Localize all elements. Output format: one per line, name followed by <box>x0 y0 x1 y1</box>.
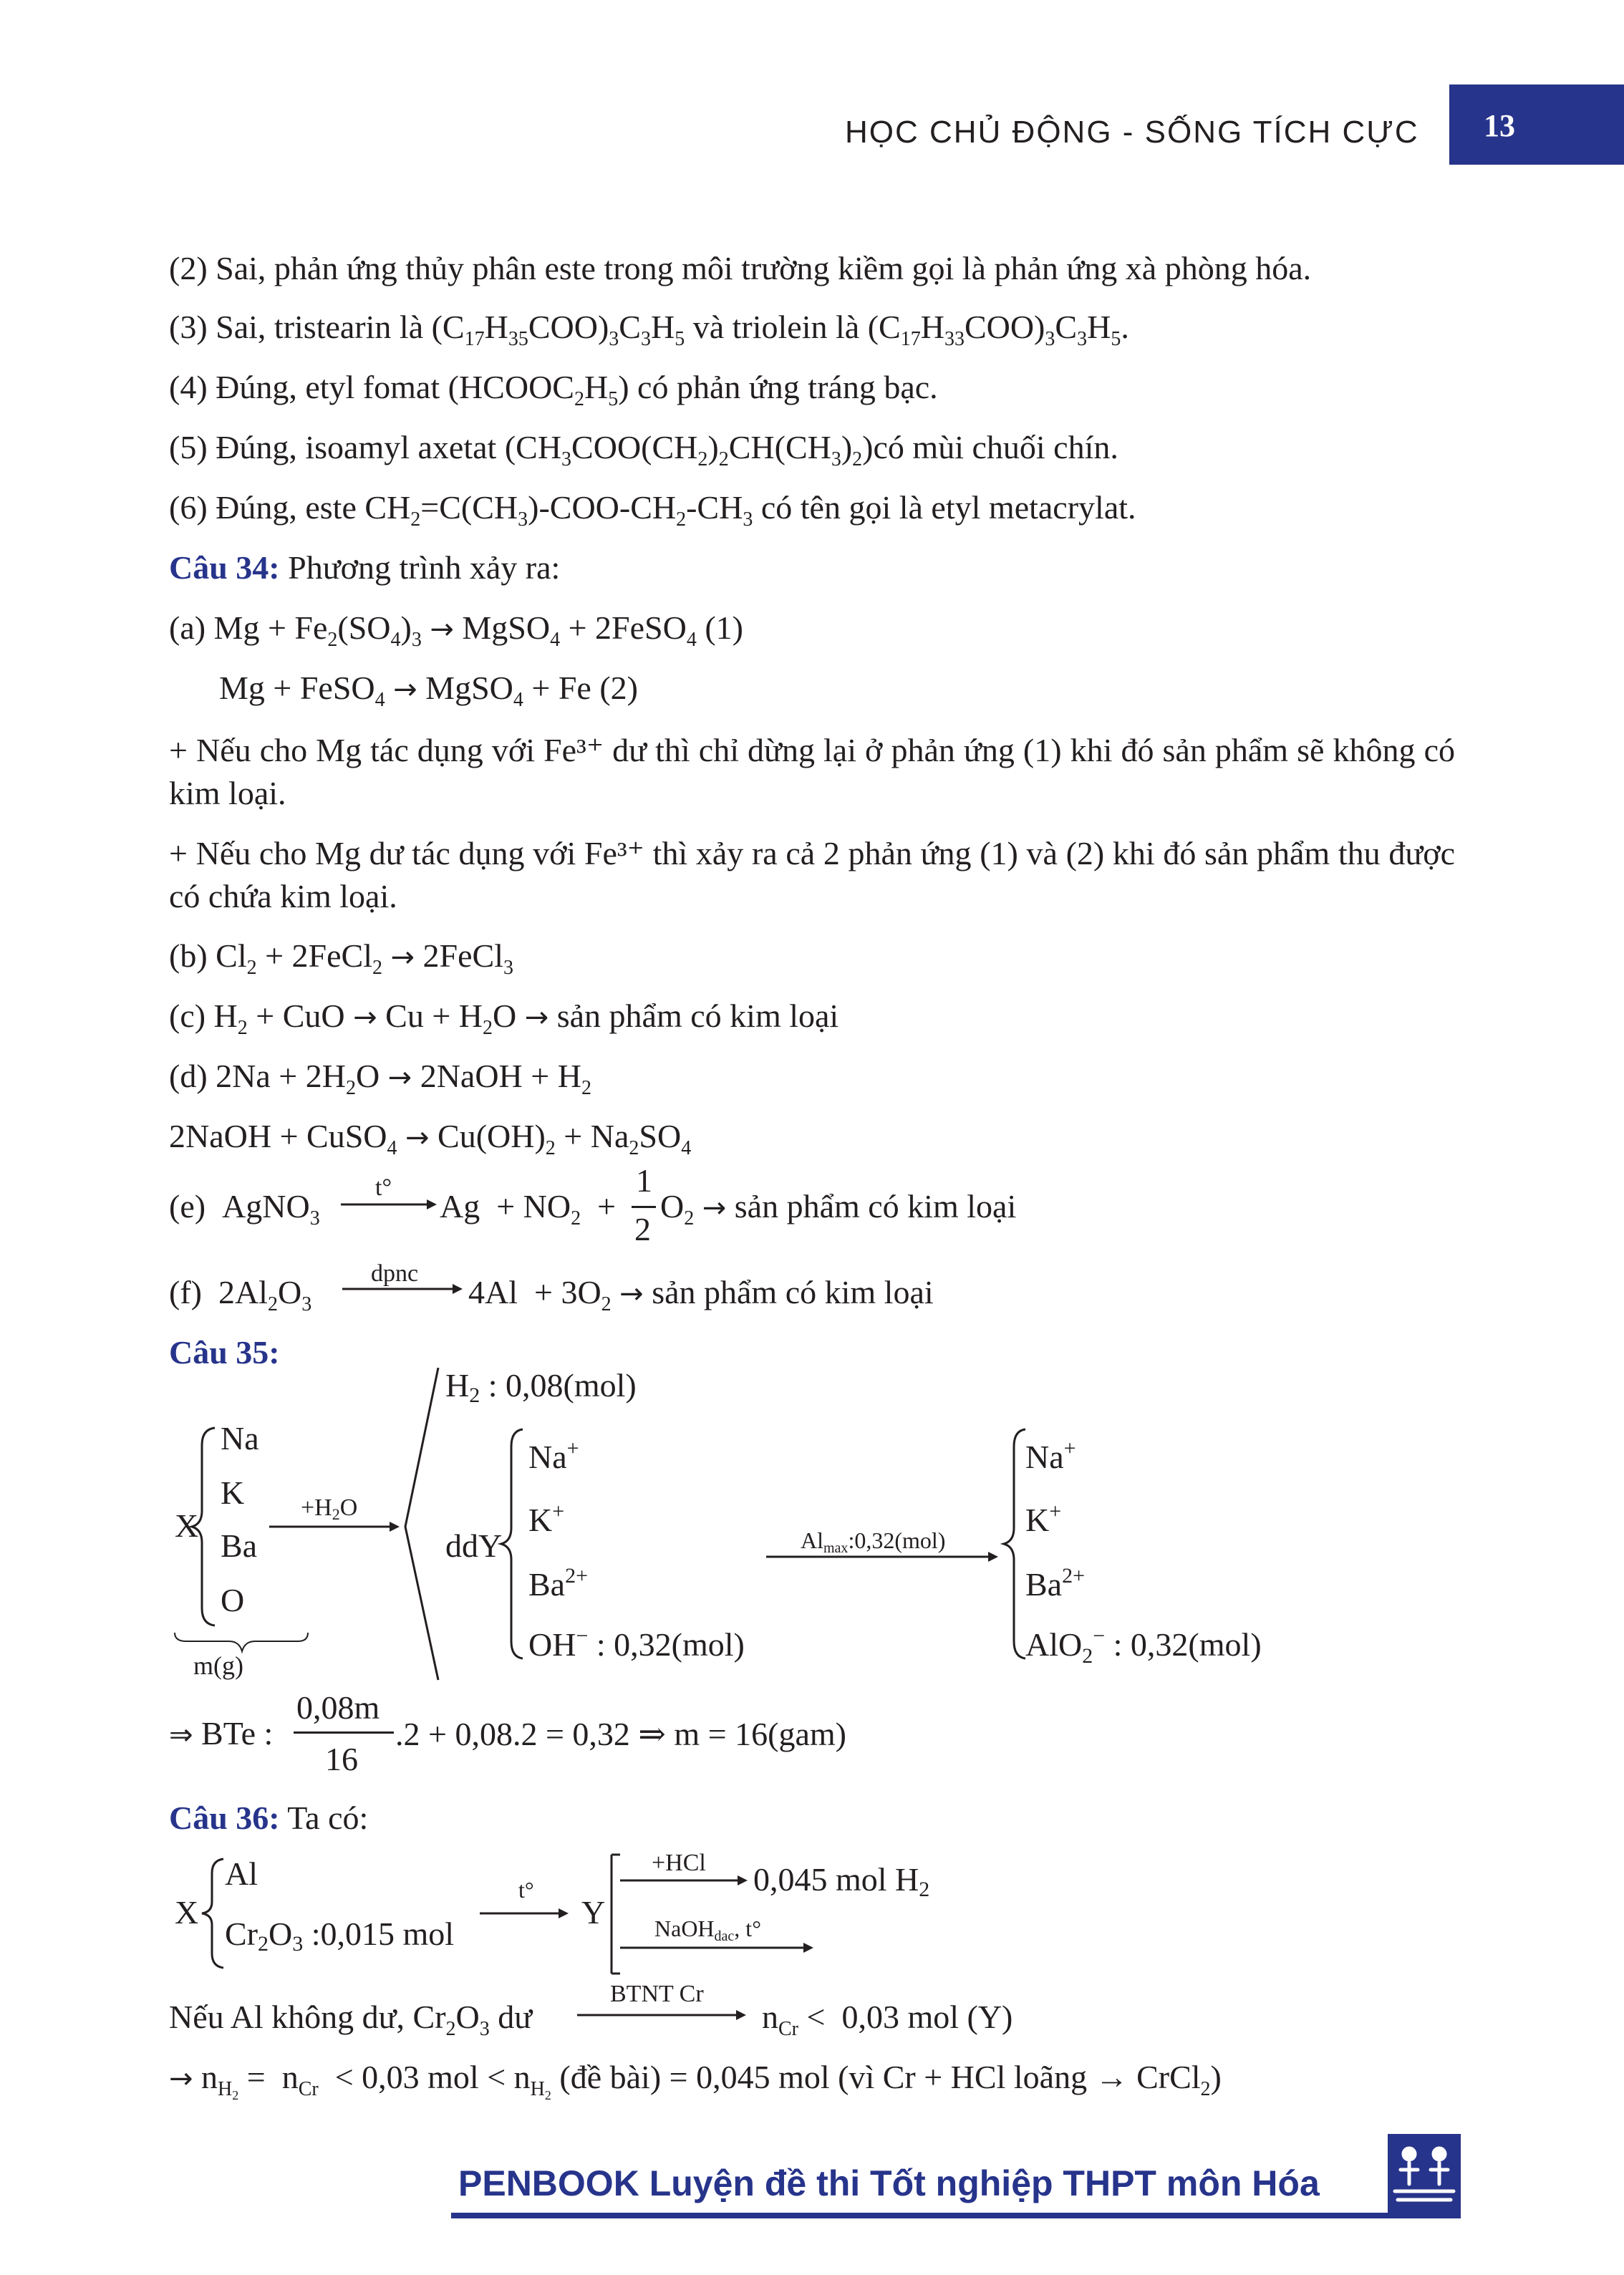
svg-text:K: K <box>221 1474 245 1511</box>
c36-scheme <box>165 1847 1024 1984</box>
c35-frac-den: 16 <box>325 1741 358 1777</box>
svg-text:K+: K+ <box>1025 1499 1062 1538</box>
penbook-logo-icon <box>1388 2134 1461 2213</box>
svg-text:+HCl: +HCl <box>652 1850 706 1876</box>
reaction-arrow-icon <box>341 1197 438 1212</box>
c34-eq-e-cond: t° <box>375 1174 392 1201</box>
c35-bte-label: ⇒ BTe : <box>169 1715 274 1752</box>
frac-den: 2 <box>634 1211 651 1247</box>
page-number: 13 <box>1484 108 1515 143</box>
frac-bar <box>632 1206 656 1208</box>
svg-text:0,045 mol H2: 0,045 mol H2 <box>753 1861 930 1901</box>
svg-text:Almax:0,32(mol): Almax:0,32(mol) <box>801 1527 946 1556</box>
c34-eq-e-mid: $Ag + NO_2$ + <box>440 1188 617 1230</box>
c34-eq-c: (c) $H_2$ + CuO → $Cu + H_2O$ → sản phẩm có kim loại <box>169 998 839 1039</box>
c34-eq-f-right: $4Al + 3O_2$ → sản phẩm có kim loại <box>468 1274 934 1315</box>
c34-note-1: + Nếu cho Mg tác dụng với Fe³⁺ dư thì chỉ dừng lại ở phản ứng (1) khi đó sản phẩm sẽ không có kim loại. <box>169 732 1455 811</box>
c35-result: .2 + 0,08.2 = 0,32 ⇒ m = 16(gam) <box>395 1716 846 1752</box>
svg-text:O: O <box>221 1582 245 1618</box>
svg-text:OH− : 0,32(mol): OH− : 0,32(mol) <box>528 1624 745 1663</box>
svg-text:Ba2+: $Ba^{2+}$ <box>1025 1564 1086 1603</box>
c34-eq-a1: (a) $Mg + Fe_2(SO_4)_3$ → MgSO$_4$ + 2FeSO$_4$ (1) <box>169 609 743 651</box>
svg-text:m(g): m(g) <box>193 1651 243 1680</box>
reaction-arrow-icon <box>342 1282 464 1296</box>
svg-text:Na+: Na+ <box>528 1436 579 1475</box>
c33-item-2: (2) Sai, phản ứng thủy phân este trong môi trường kiềm gọi là phản ứng xà phòng hóa. <box>169 250 1312 286</box>
c34-note-2: + Nếu cho Mg dư tác dụng với Fe³⁺ thì xảy ra cả 2 phản ứng (1) và (2) khi đó sản phẩm thu được có chứa kim loại. <box>169 835 1455 914</box>
c36-btnt-label: BTNT Cr <box>610 1981 704 2007</box>
svg-text:Na+: Na+ <box>1025 1436 1076 1475</box>
c35-heading: Câu 35: <box>169 1334 280 1371</box>
running-header: HỌC CHỦ ĐỘNG - SỐNG TÍCH CỰC <box>845 115 1419 150</box>
frac-num: 1 <box>636 1162 652 1199</box>
svg-text:X: X <box>175 1507 199 1544</box>
c34-eq-a2: Mg + FeSO$_4$ → MgSO$_4$ + Fe (2) <box>219 670 638 711</box>
svg-text:t°: t° <box>518 1877 534 1903</box>
svg-text:NaOHdac, t°: NaOHdac, t° <box>654 1916 761 1944</box>
svg-text:Ba2+: $Ba^{2+}$ <box>528 1564 589 1603</box>
c33-item-3: (3) Sai, tristearin là $(C_{17}H_{35}COO)_3C_3H_5$ và triolein là $(C_{17}H_{33}COO)_3C_3H_5$. <box>169 309 1129 350</box>
c33-item-5: (5) Đúng, isoamyl axetat $(CH_3COO(CH_2)_2CH(CH_3)_2)có$ mùi chuối chín. <box>169 429 1118 470</box>
c33-item-6: (6) Đúng, este $CH_2=C(CH_3)-COO-CH_2-CH_3$ có tên gọi là etyl metacrylat. <box>169 489 1136 531</box>
svg-text:AlO2− : 0,32(mol): AlO$_2$− : 0,32(mol) <box>1025 1624 1262 1668</box>
c36-line-1-right: $n_{Cr} < 0,03$ mol (Y) <box>762 1999 1013 2040</box>
c34-heading: Câu 34: Phương trình xảy ra: <box>169 549 561 586</box>
c34-eq-d2: 2NaOH + CuSO$_4$ → $Cu(OH)_2 + Na_2SO_4$ <box>169 1118 692 1159</box>
footer-rule <box>451 2213 1461 2218</box>
svg-text:+H2O: +H2O <box>301 1494 358 1523</box>
c34-eq-e-left: (e) AgNO$_3$ <box>169 1188 320 1230</box>
footer-title: PENBOOK Luyện đề thi Tốt nghiệp THPT môn Hóa <box>458 2163 1320 2203</box>
c34-eq-d1: (d) $2Na + 2H_2O$ → 2NaOH + $H_2$ <box>169 1058 591 1099</box>
c33-item-4: (4) Đúng, etyl fomat $(HCOOC_2H_5)$ có phản ứng tráng bạc. <box>169 369 938 410</box>
c36-line-2: → $n_{H_2} = n_{Cr} < 0,03$ mol < $n_{H_2}$ (đề bài) = 0,045 mol (vì Cr + HCl loãng → CrCl$_2$) <box>169 2059 1222 2102</box>
svg-text:Na: Na <box>221 1420 259 1457</box>
reaction-arrow-icon <box>577 2008 749 2022</box>
c36-line-1: Nếu Al không dư, $Cr_2O_3$ dư <box>169 1999 533 2040</box>
svg-text:X: X <box>175 1894 199 1931</box>
c34-eq-f-left: (f) $2Al_2O_3$ <box>169 1274 312 1315</box>
c34-eq-b: (b) $Cl_2$ + 2FeCl$_2$ → 2FeCl$_3$ <box>169 937 513 979</box>
svg-text:Y: Y <box>581 1894 606 1931</box>
c35-scheme <box>165 1368 1282 1683</box>
c34-eq-e-right: $O_2$ → sản phẩm có kim loại <box>660 1188 1017 1230</box>
c35-frac-num: 0,08m <box>296 1689 380 1726</box>
frac-bar <box>294 1731 394 1734</box>
svg-text:Cr2O3 :0,015 mol: Cr2O3 :0,015 mol <box>225 1916 455 1956</box>
svg-text:Ba: Ba <box>221 1527 258 1564</box>
svg-text:H2 : 0,08(mol): H2 : 0,08(mol) <box>445 1368 637 1407</box>
page-number-box <box>1449 84 1624 165</box>
svg-text:ddY: ddY <box>445 1527 503 1564</box>
svg-text:Al: Al <box>225 1855 258 1892</box>
c36-heading: Câu 36: Ta có: <box>169 1800 369 1836</box>
c34-eq-f-cond: dpnc <box>371 1260 419 1287</box>
svg-text:K+: K+ <box>528 1499 565 1538</box>
